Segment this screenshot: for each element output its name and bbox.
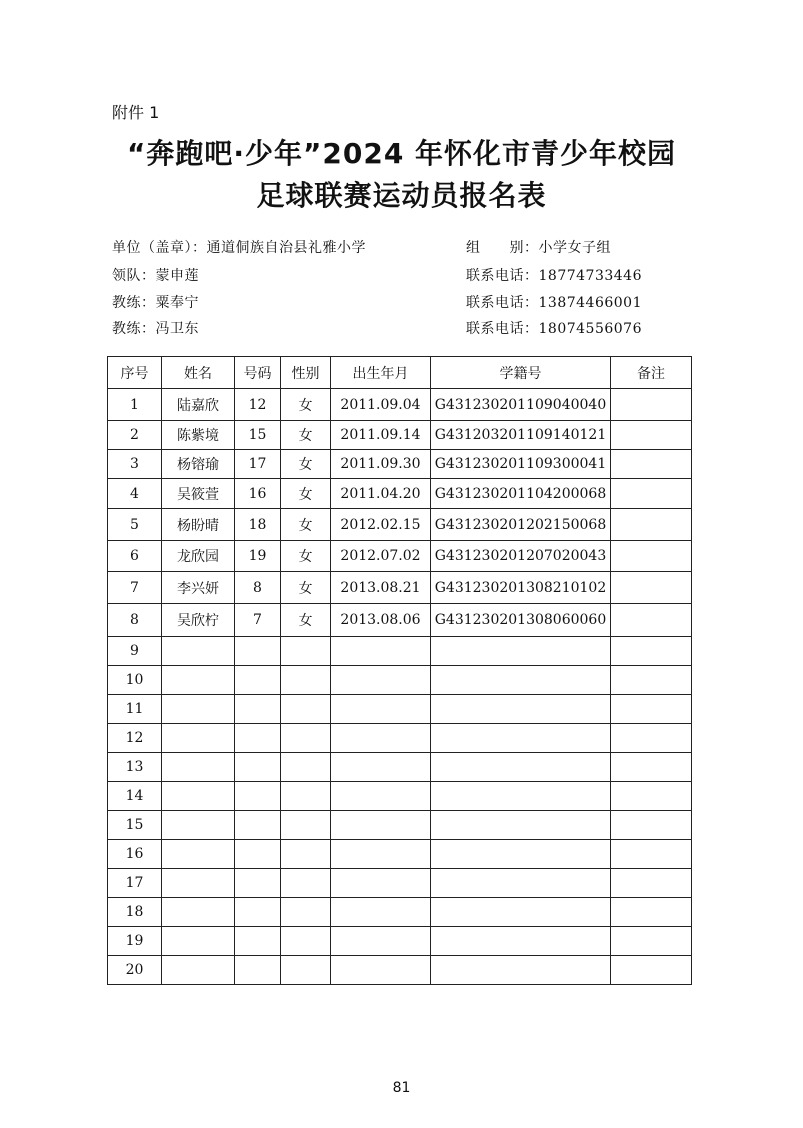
birth-date-cell — [331, 695, 431, 724]
birth-date-cell — [331, 666, 431, 695]
row-number-cell: 15 — [108, 811, 162, 840]
header-cell: 姓名 — [162, 357, 235, 389]
row-number-cell: 6 — [108, 541, 162, 572]
birth-date-cell — [331, 637, 431, 666]
student-id-cell: G431230201308060060 — [431, 604, 611, 637]
table-header-row — [108, 357, 692, 389]
remarks-cell — [611, 572, 692, 604]
jersey-number-cell — [235, 724, 281, 753]
row-number-cell: 19 — [108, 927, 162, 956]
player-name-cell: 吴欣柠 — [162, 604, 235, 637]
row-number-cell: 5 — [108, 509, 162, 541]
header-cell: 学籍号 — [431, 357, 611, 389]
gender-cell: 女 — [281, 541, 331, 572]
student-id-cell: G431230201109300041 — [431, 450, 611, 479]
player-name-cell: 陈紫境 — [162, 421, 235, 450]
gender-cell — [281, 724, 331, 753]
student-id-cell — [431, 695, 611, 724]
remarks-cell — [611, 666, 692, 695]
row-number-cell: 18 — [108, 898, 162, 927]
jersey-number-cell: 8 — [235, 572, 281, 604]
header-cell: 备注 — [611, 357, 692, 389]
table-row — [108, 572, 692, 604]
player-name-cell: 吴筱萱 — [162, 479, 235, 509]
jersey-number-cell — [235, 637, 281, 666]
jersey-number-cell — [235, 695, 281, 724]
table-row — [108, 724, 692, 753]
jersey-number-cell — [235, 927, 281, 956]
row-number-cell: 3 — [108, 450, 162, 479]
leader-info: 领队：蒙申莲 — [112, 268, 199, 284]
birth-date-cell — [331, 782, 431, 811]
player-name-cell — [162, 782, 235, 811]
table-row — [108, 637, 692, 666]
roster-table — [107, 356, 692, 985]
row-number-cell: 9 — [108, 637, 162, 666]
gender-cell: 女 — [281, 389, 331, 421]
player-name-cell: 杨镕瑜 — [162, 450, 235, 479]
jersey-number-cell: 15 — [235, 421, 281, 450]
jersey-number-cell: 17 — [235, 450, 281, 479]
table-body — [108, 389, 692, 985]
remarks-cell — [611, 840, 692, 869]
remarks-cell — [611, 927, 692, 956]
page-number: 81 — [392, 1080, 411, 1096]
student-id-cell — [431, 753, 611, 782]
table-row — [108, 898, 692, 927]
row-number-cell: 4 — [108, 479, 162, 509]
table-row — [108, 541, 692, 572]
birth-date-cell: 2011.09.14 — [331, 421, 431, 450]
table-row — [108, 604, 692, 637]
player-name-cell — [162, 927, 235, 956]
header-cell: 性别 — [281, 357, 331, 389]
student-id-cell — [431, 956, 611, 985]
student-id-cell: G431230201109040040 — [431, 389, 611, 421]
gender-cell — [281, 898, 331, 927]
table-row — [108, 956, 692, 985]
student-id-cell — [431, 898, 611, 927]
header-cell: 序号 — [108, 357, 162, 389]
student-id-cell: G431230201207020043 — [431, 541, 611, 572]
row-number-cell: 16 — [108, 840, 162, 869]
remarks-cell — [611, 421, 692, 450]
student-id-cell: G431230201202150068 — [431, 509, 611, 541]
table-row — [108, 811, 692, 840]
gender-cell — [281, 840, 331, 869]
player-name-cell: 李兴妍 — [162, 572, 235, 604]
student-id-cell — [431, 782, 611, 811]
student-id-cell — [431, 666, 611, 695]
remarks-cell — [611, 541, 692, 572]
jersey-number-cell: 7 — [235, 604, 281, 637]
jersey-number-cell — [235, 753, 281, 782]
gender-cell: 女 — [281, 572, 331, 604]
remarks-cell — [611, 695, 692, 724]
student-id-cell — [431, 724, 611, 753]
jersey-number-cell — [235, 956, 281, 985]
table-row — [108, 869, 692, 898]
birth-date-cell: 2013.08.21 — [331, 572, 431, 604]
jersey-number-cell: 12 — [235, 389, 281, 421]
birth-date-cell: 2013.08.06 — [331, 604, 431, 637]
gender-cell — [281, 811, 331, 840]
jersey-number-cell: 16 — [235, 479, 281, 509]
remarks-cell — [611, 389, 692, 421]
attachment-label: 附件 1 — [112, 103, 160, 122]
birth-date-cell — [331, 840, 431, 869]
table-row — [108, 479, 692, 509]
row-number-cell: 10 — [108, 666, 162, 695]
player-name-cell — [162, 840, 235, 869]
jersey-number-cell — [235, 840, 281, 869]
birth-date-cell — [331, 724, 431, 753]
birth-date-cell: 2012.07.02 — [331, 541, 431, 572]
student-id-cell — [431, 840, 611, 869]
row-number-cell: 14 — [108, 782, 162, 811]
remarks-cell — [611, 637, 692, 666]
gender-cell — [281, 666, 331, 695]
jersey-number-cell: 18 — [235, 509, 281, 541]
table-row — [108, 782, 692, 811]
document-title-line-2: 足球联赛运动员报名表 — [256, 179, 547, 212]
coach2-info: 教练：冯卫东 — [112, 321, 199, 337]
student-id-cell: G431230201308210102 — [431, 572, 611, 604]
player-name-cell — [162, 695, 235, 724]
birth-date-cell — [331, 811, 431, 840]
row-number-cell: 17 — [108, 869, 162, 898]
student-id-cell: G431203201109140121 — [431, 421, 611, 450]
document-title-line-1: “奔跑吧·少年”2024 年怀化市青少年校园 — [126, 137, 677, 170]
student-id-cell — [431, 637, 611, 666]
birth-date-cell — [331, 898, 431, 927]
row-number-cell: 8 — [108, 604, 162, 637]
table-row — [108, 421, 692, 450]
player-name-cell — [162, 637, 235, 666]
coach1-phone: 联系电话：13874466001 — [466, 295, 642, 311]
student-id-cell — [431, 869, 611, 898]
jersey-number-cell — [235, 811, 281, 840]
remarks-cell — [611, 509, 692, 541]
player-name-cell — [162, 811, 235, 840]
birth-date-cell — [331, 869, 431, 898]
gender-cell: 女 — [281, 604, 331, 637]
table-row — [108, 666, 692, 695]
jersey-number-cell — [235, 869, 281, 898]
table-row — [108, 927, 692, 956]
player-name-cell — [162, 724, 235, 753]
player-name-cell: 龙欣园 — [162, 541, 235, 572]
header-cell: 号码 — [235, 357, 281, 389]
gender-cell: 女 — [281, 421, 331, 450]
gender-cell — [281, 927, 331, 956]
birth-date-cell — [331, 753, 431, 782]
student-id-cell — [431, 927, 611, 956]
player-name-cell: 陆嘉欣 — [162, 389, 235, 421]
remarks-cell — [611, 604, 692, 637]
jersey-number-cell — [235, 782, 281, 811]
player-name-cell — [162, 869, 235, 898]
table-row — [108, 753, 692, 782]
remarks-cell — [611, 479, 692, 509]
table-row — [108, 695, 692, 724]
unit-info: 单位（盖章）：通道侗族自治县礼雅小学 — [112, 240, 366, 256]
birth-date-cell — [331, 927, 431, 956]
gender-cell — [281, 956, 331, 985]
gender-cell — [281, 782, 331, 811]
gender-cell — [281, 869, 331, 898]
leader-phone: 联系电话：18774733446 — [466, 268, 642, 284]
remarks-cell — [611, 782, 692, 811]
student-id-cell: G431230201104200068 — [431, 479, 611, 509]
row-number-cell: 12 — [108, 724, 162, 753]
player-name-cell — [162, 956, 235, 985]
table-row — [108, 509, 692, 541]
birth-date-cell: 2011.04.20 — [331, 479, 431, 509]
gender-cell: 女 — [281, 479, 331, 509]
row-number-cell: 13 — [108, 753, 162, 782]
remarks-cell — [611, 869, 692, 898]
remarks-cell — [611, 898, 692, 927]
birth-date-cell: 2011.09.04 — [331, 389, 431, 421]
header-cell: 出生年月 — [331, 357, 431, 389]
player-name-cell — [162, 666, 235, 695]
coach2-phone: 联系电话：18074556076 — [466, 321, 642, 337]
row-number-cell: 7 — [108, 572, 162, 604]
table-row — [108, 389, 692, 421]
remarks-cell — [611, 450, 692, 479]
row-number-cell: 2 — [108, 421, 162, 450]
player-name-cell — [162, 898, 235, 927]
remarks-cell — [611, 811, 692, 840]
jersey-number-cell — [235, 898, 281, 927]
jersey-number-cell — [235, 666, 281, 695]
player-name-cell — [162, 753, 235, 782]
student-id-cell — [431, 811, 611, 840]
row-number-cell: 20 — [108, 956, 162, 985]
remarks-cell — [611, 753, 692, 782]
table-row — [108, 840, 692, 869]
gender-cell — [281, 753, 331, 782]
jersey-number-cell: 19 — [235, 541, 281, 572]
coach1-info: 教练：粟奉宁 — [112, 295, 199, 311]
group-info: 组 别：小学女子组 — [466, 240, 611, 256]
remarks-cell — [611, 956, 692, 985]
birth-date-cell: 2011.09.30 — [331, 450, 431, 479]
row-number-cell: 11 — [108, 695, 162, 724]
gender-cell — [281, 637, 331, 666]
birth-date-cell — [331, 956, 431, 985]
gender-cell — [281, 695, 331, 724]
gender-cell: 女 — [281, 450, 331, 479]
remarks-cell — [611, 724, 692, 753]
row-number-cell: 1 — [108, 389, 162, 421]
gender-cell: 女 — [281, 509, 331, 541]
player-name-cell: 杨盼晴 — [162, 509, 235, 541]
birth-date-cell: 2012.02.15 — [331, 509, 431, 541]
table-row — [108, 450, 692, 479]
